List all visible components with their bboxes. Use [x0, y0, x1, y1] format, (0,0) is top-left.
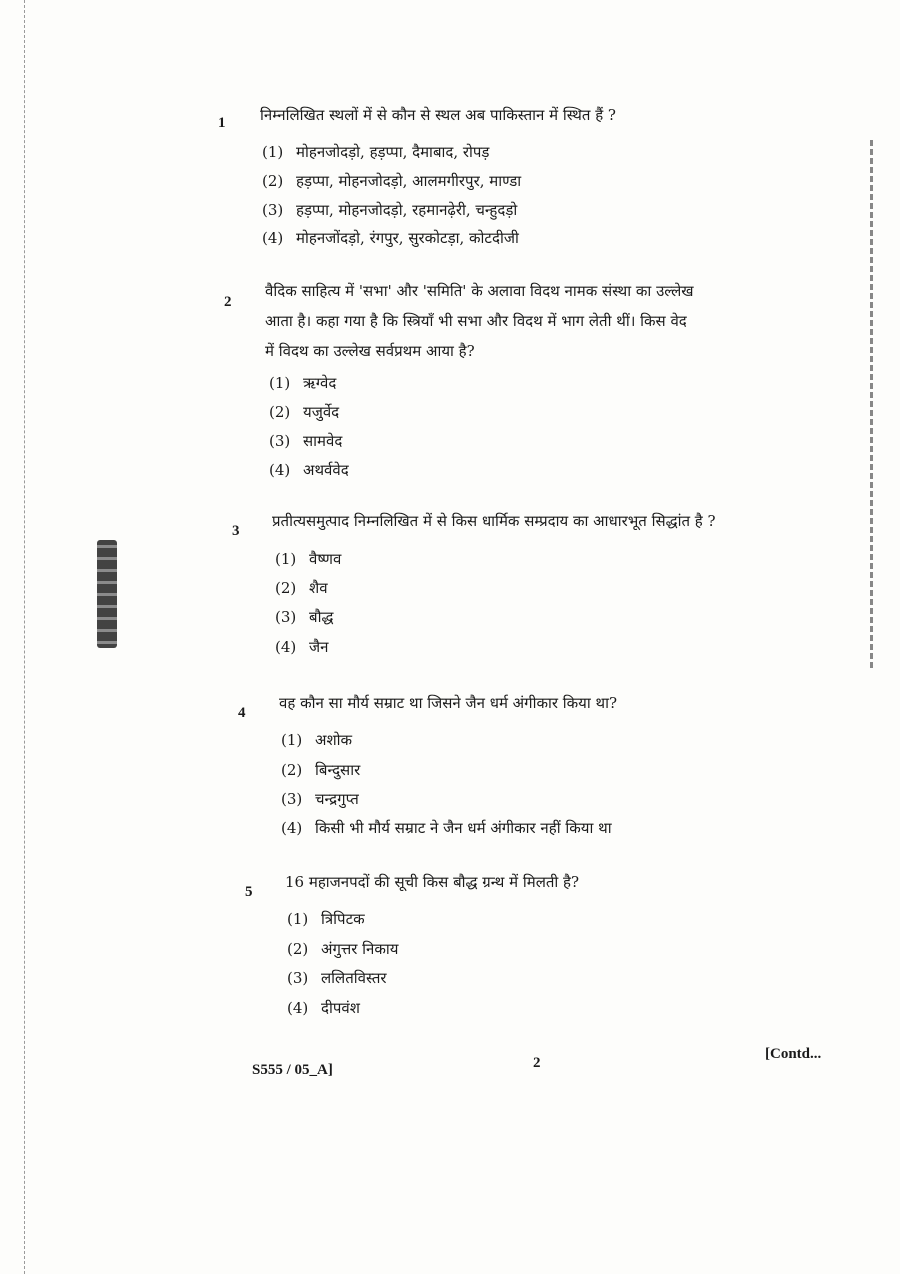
option-text: किसी भी मौर्य सम्राट ने जैन धर्म अंगीकार नहीं किया था [315, 819, 612, 837]
option-text: हड़प्पा, मोहनजोदड़ो, आलमगीरपुर, माण्डा [296, 172, 522, 190]
option [281, 818, 612, 838]
option-number: (1) [269, 374, 291, 392]
option-number: (2) [287, 940, 309, 958]
option [275, 607, 333, 627]
option-text: बौद्ध [309, 608, 334, 626]
question-text-line: वैदिक साहित्य में 'सभा' और 'समिति' के अलावा विदथ नामक संस्था का उल्लेख [265, 282, 694, 300]
scan-edge-mark [870, 140, 873, 670]
option-number: (4) [281, 819, 303, 837]
option-text: मोहनजोंदड़ो, रंगपुर, सुरकोटड़ा, कोटदीजी [296, 229, 519, 247]
option-number: (3) [281, 790, 303, 808]
option [287, 909, 365, 929]
question-text: वह कौन सा मौर्य सम्राट था जिसने जैन धर्म अंगीकार किया था? [279, 694, 618, 712]
option-number: (2) [281, 761, 303, 779]
option-text: हड़प्पा, मोहनजोदड़ो, रहमानढ़ेरी, चन्हुदड़ो [296, 201, 518, 219]
question-text: प्रतीत्यसमुत्पाद निम्नलिखित में से किस धार्मिक सम्प्रदाय का आधारभूत सिद्धांत है ? [272, 512, 716, 530]
option [269, 402, 339, 422]
option-text: अशोक [315, 731, 353, 749]
option-number: (4) [275, 638, 297, 656]
option-number: (3) [269, 432, 291, 450]
question-number: 4 [238, 705, 246, 721]
option-text: जैन [309, 638, 329, 656]
binder-margin-line [24, 0, 26, 1274]
binding-stamp-icon [97, 540, 117, 648]
option-number: (4) [262, 229, 284, 247]
option [287, 968, 387, 988]
continued-label: [Contd... [765, 1046, 822, 1062]
option [287, 998, 360, 1018]
option-text: यजुर्वेद [303, 403, 340, 421]
option-number: (2) [269, 403, 291, 421]
option [269, 373, 336, 393]
option-number: (3) [275, 608, 297, 626]
page-number: 2 [533, 1055, 541, 1071]
option-number: (4) [287, 999, 309, 1017]
option-text: चन्द्रगुप्त [315, 790, 359, 808]
option-number: (2) [262, 172, 284, 190]
option-text: शैव [309, 579, 328, 597]
question-number: 3 [232, 523, 240, 539]
option-number: (4) [269, 461, 291, 479]
option [269, 431, 342, 451]
option-text: ऋग्वेद [303, 374, 337, 392]
option-text: बिन्दुसार [315, 761, 361, 779]
option [269, 460, 349, 480]
option [281, 730, 352, 750]
question-number: 1 [218, 115, 226, 131]
option-number: (2) [275, 579, 297, 597]
question-text-line: में विदथ का उल्लेख सर्वप्रथम आया है? [265, 342, 475, 360]
option-number: (1) [275, 550, 297, 568]
question-text-line: आता है। कहा गया है कि स्त्रियाँ भी सभा और विदथ में भाग लेती थीं। किस वेद [265, 312, 687, 330]
question-text: 16 महाजनपदों की सूची किस बौद्ध ग्रन्थ में मिलती है? [285, 873, 580, 891]
option [275, 578, 328, 598]
option-text: वैष्णव [309, 550, 342, 568]
option [262, 142, 489, 162]
option-number: (1) [287, 910, 309, 928]
option-text: अंगुत्तर निकाय [321, 940, 399, 958]
option-number: (1) [281, 731, 303, 749]
option [287, 939, 399, 959]
option [275, 549, 341, 569]
option [262, 200, 517, 220]
option [281, 760, 360, 780]
question-number: 2 [224, 294, 232, 310]
question-text: निम्नलिखित स्थलों में से कौन से स्थल अब पाकिस्तान में स्थित हैं ? [260, 106, 616, 124]
option-text: ललितविस्तर [321, 969, 387, 987]
option [262, 228, 519, 248]
option-number: (1) [262, 143, 284, 161]
question-number: 5 [245, 884, 253, 900]
option-text: अथर्ववेद [303, 461, 349, 479]
option-text: दीपवंश [321, 999, 360, 1017]
option [281, 789, 359, 809]
option [262, 171, 521, 191]
option-number: (3) [262, 201, 284, 219]
option-text: मोहनजोदड़ो, हड़प्पा, दैमाबाद, रोपड़ [296, 143, 490, 161]
option-text: त्रिपिटक [321, 910, 365, 928]
option-number: (3) [287, 969, 309, 987]
option [275, 637, 328, 657]
option-text: सामवेद [303, 432, 343, 450]
paper-code: S555 / 05_A] [252, 1062, 333, 1078]
